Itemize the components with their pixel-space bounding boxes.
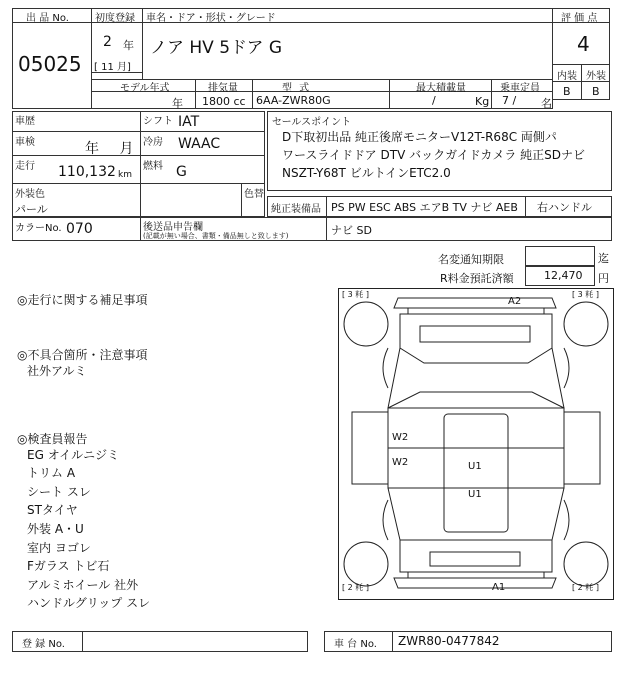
notice-field — [525, 246, 595, 266]
recycle-label: R料金預託済額 — [440, 272, 514, 285]
damage-mark-a2: A2 — [508, 296, 522, 307]
capacity-unit: 名 — [541, 97, 552, 110]
mileage-value: 110,132 — [58, 164, 116, 180]
capacity-label: 乗車定員 — [500, 83, 540, 94]
load-label: 最大積載量 — [416, 83, 466, 94]
tire-depth-front-left: [ 2 粍 ] — [342, 583, 369, 592]
later-sent-value: ナビ SD — [331, 224, 372, 237]
handle-value: 右ハンドル — [537, 201, 592, 214]
shift-label: シフト — [143, 116, 173, 127]
inspector-item: 室内 ヨゴレ — [27, 541, 91, 555]
mileage-label: 走行 — [15, 161, 35, 172]
interior-label: 内装 — [557, 71, 577, 82]
color-row-box — [12, 217, 612, 241]
sales-points-label: セールスポイント — [272, 117, 352, 128]
mileage-unit: km — [118, 170, 132, 180]
later-sent-label: 後送品申告欄 — [143, 222, 203, 233]
tire-depth-rear-right: [ 3 粍 ] — [572, 290, 599, 299]
inspection-label: 車検 — [15, 137, 35, 148]
damage-mark-w2-front: W2 — [392, 457, 409, 468]
sales-point-line-1: D下取初出品 純正後席モニターV12T-R68C 両側パ — [282, 130, 557, 144]
sales-point-line-2: ワースライドドア DTV バックガイドカメラ 純正SDナビ — [282, 148, 586, 162]
inspector-item: Fガラス トビ石 — [27, 559, 110, 573]
inspector-item: トリム A — [27, 466, 76, 480]
inspector-item: シート スレ — [27, 485, 91, 499]
fuel-value: G — [176, 164, 187, 180]
inspector-item: EG オイルニジミ — [27, 448, 120, 462]
type-label: 型 式 — [282, 83, 312, 94]
equipment-label: 純正装備品 — [271, 204, 321, 215]
exterior-color-value: パール — [15, 203, 48, 216]
load-value: / — [432, 94, 436, 107]
grade-label: 評 価 点 — [561, 13, 598, 24]
chassis-no-value: ZWR80-0477842 — [398, 634, 500, 648]
history-label: 車歴 — [15, 116, 35, 127]
defects-title: ◎不具合箇所・注意事項 — [17, 348, 148, 362]
color-change-label: 色替 — [244, 189, 264, 200]
exterior-label: 外装 — [586, 71, 606, 82]
chassis-no-label: 車 台 No. — [334, 639, 377, 650]
recycle-unit: 円 — [598, 272, 609, 285]
interior-grade: B — [563, 85, 571, 98]
year-unit: 年 — [123, 39, 134, 52]
displacement-value: 1800 cc — [202, 95, 246, 108]
tire-depth-front-right: [ 2 粍 ] — [572, 583, 599, 592]
shift-value: IAT — [178, 114, 200, 130]
registration-no-label: 登 録 No. — [22, 639, 65, 650]
displacement-label: 排気量 — [208, 83, 238, 94]
fuel-label: 燃料 — [143, 161, 163, 172]
type-value: 6AA-ZWR80G — [256, 94, 331, 107]
model-year-label: モデル年式 — [120, 83, 170, 94]
exterior-grade: B — [592, 85, 600, 98]
inspection-value: 年 月 — [85, 141, 134, 157]
grade-value: 4 — [577, 32, 590, 56]
recycle-value: 12,470 — [544, 269, 583, 282]
driving-notes-title: ◎走行に関する補足事項 — [17, 293, 148, 307]
first-reg-label: 初度登録 — [95, 13, 135, 24]
damage-mark-a1: A1 — [492, 582, 506, 593]
damage-mark-u1-rear: U1 — [468, 461, 482, 472]
first-reg-month: [ 11 月] — [94, 62, 131, 73]
later-sent-note: (記載が無い場合、書類・備品無しと致します) — [143, 232, 289, 240]
capacity-value: 7 / — [502, 94, 517, 107]
color-no-label: カラーNo. — [15, 223, 62, 234]
notice-unit: 迄 — [598, 252, 609, 265]
inspector-item: アルミホイール 社外 — [27, 578, 139, 592]
model-year-unit: 年 — [172, 97, 183, 110]
damage-mark-w2-rear: W2 — [392, 432, 409, 443]
details-box — [12, 111, 265, 217]
inspector-item: STタイヤ — [27, 503, 78, 517]
first-reg-year: 2 — [103, 34, 112, 50]
exterior-color-label: 外装色 — [15, 189, 45, 200]
car-diagram — [338, 288, 614, 600]
ac-value: WAAC — [178, 136, 221, 152]
equipment-items: PS PW ESC ABS エアB TV ナビ AEB — [331, 201, 518, 214]
load-unit: Kg — [475, 95, 490, 108]
lot-number: 05025 — [18, 52, 82, 76]
color-no-value: 070 — [66, 221, 93, 237]
notice-label: 名変通知期限 — [438, 253, 504, 266]
car-name-label: 車名・ドア・形状・グレード — [146, 13, 276, 24]
defect-item: 社外アルミ — [27, 364, 87, 378]
inspector-item: 外装 A・U — [27, 522, 84, 536]
sales-point-line-3: NSZT-Y68T ビルトインETC2.0 — [282, 166, 451, 180]
inspector-item: ハンドルグリップ スレ — [27, 596, 151, 610]
inspector-title: ◎検査員報告 — [17, 432, 88, 446]
car-name: ノア HV 5ドア G — [150, 38, 283, 58]
damage-mark-u1-front: U1 — [468, 489, 482, 500]
ac-label: 冷房 — [143, 137, 163, 148]
lot-label: 出 品 No. — [26, 13, 69, 24]
tire-depth-rear-left: [ 3 粍 ] — [342, 290, 369, 299]
